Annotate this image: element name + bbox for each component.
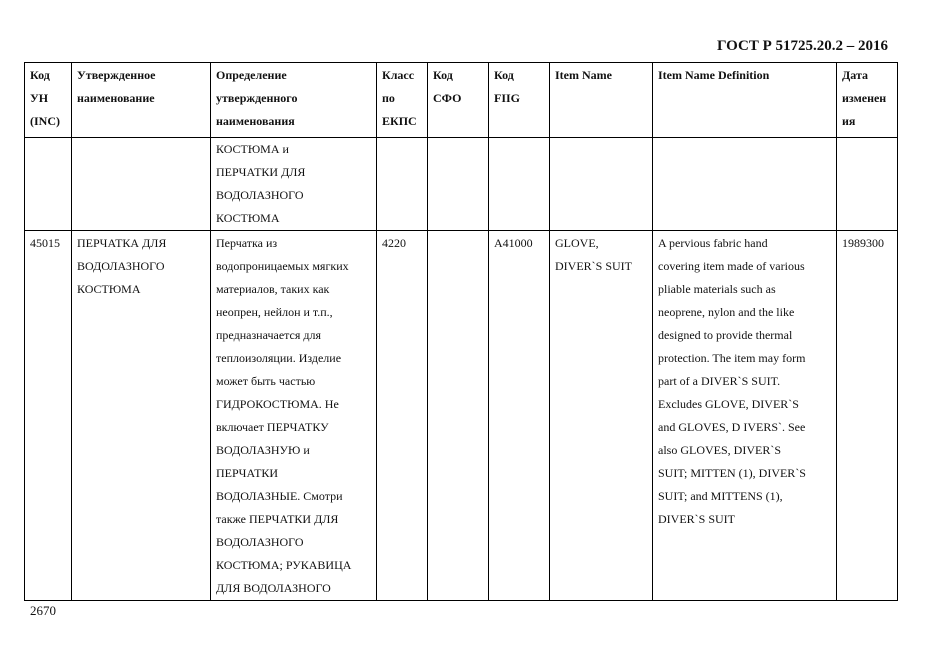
text-line: protection. The item may form (658, 351, 806, 365)
text-line: КОСТЮМА и (216, 142, 289, 156)
text-line: DIVER`S SUIT (658, 512, 735, 526)
text-line: изменен (842, 91, 887, 105)
cont-date (837, 138, 898, 231)
text-line: ВОДОЛАЗНЫЕ. Смотри (216, 489, 343, 503)
cont-inc (25, 138, 72, 231)
cell-class: 4220 (377, 231, 428, 601)
text-line: (INC) (30, 114, 60, 128)
text-line: DIVER`S SUIT (555, 259, 632, 273)
text-line: covering item made of various (658, 259, 805, 273)
text-line: pliable materials such as (658, 282, 776, 296)
text-line: утвержденного (216, 91, 298, 105)
cell-inc: 45015 (25, 231, 72, 601)
text-line: ЕКПС (382, 114, 417, 128)
cell-fiig: A41000 (489, 231, 550, 601)
text-line: neoprene, nylon and the like (658, 305, 795, 319)
text-line: ВОДОЛАЗНОГО (77, 259, 165, 273)
col-header-item-name (550, 63, 653, 138)
page-number: 2670 (30, 603, 56, 618)
text-line: Excludes GLOVE, DIVER`S (658, 397, 799, 411)
text-line: and GLOVES, D IVERS`. See (658, 420, 806, 434)
text-line: по (382, 91, 395, 105)
col-header-date (837, 63, 898, 138)
text-line: включает ПЕРЧАТКУ (216, 420, 329, 434)
cont-item-def (653, 138, 837, 231)
cont-definition (211, 138, 377, 231)
cell-date: 1989300 (837, 231, 898, 601)
text-line: ДЛЯ ВОДОЛАЗНОГО (216, 581, 331, 595)
text-line: УН (30, 91, 49, 105)
col-header-inc (25, 63, 72, 138)
text-line: ВОДОЛАЗНОГО (216, 188, 304, 202)
catalog-table (24, 62, 898, 601)
text-line: Код (494, 68, 514, 82)
text-line: наименования (216, 114, 295, 128)
text-line: Item Name Definition (658, 68, 770, 82)
text-line: GLOVE, (555, 236, 599, 250)
text-line: КОСТЮМА (216, 211, 280, 225)
cont-fiig (489, 138, 550, 231)
text-line: также ПЕРЧАТКИ ДЛЯ (216, 512, 339, 526)
text-line: SUIT; MITTEN (1), DIVER`S (658, 466, 806, 480)
text-line: Утвержденное (77, 68, 156, 82)
text-line: Определение (216, 68, 287, 82)
cell-definition (211, 231, 377, 601)
text-line: Дата (842, 68, 868, 82)
cont-sfo (428, 138, 489, 231)
col-header-approved-name (72, 63, 211, 138)
text-line: ГИДРОКОСТЮМА. Не (216, 397, 339, 411)
cont-name (72, 138, 211, 231)
cell-item-def (653, 231, 837, 601)
text-line: ПЕРЧАТКИ ДЛЯ (216, 165, 306, 179)
text-line: водопроницаемых мягких (216, 259, 349, 273)
text-line: неопрен, нейлон и т.п., (216, 305, 333, 319)
text-line: предназначается для (216, 328, 321, 342)
text-line: теплоизоляции. Изделие (216, 351, 342, 365)
col-header-class (377, 63, 428, 138)
text-line: designed to provide thermal (658, 328, 793, 342)
cell-sfo (428, 231, 489, 601)
table-row (25, 231, 898, 601)
text-line: материалов, таких как (216, 282, 330, 296)
text-line: part of a DIVER`S SUIT. (658, 374, 781, 388)
text-line: может быть частью (216, 374, 316, 388)
text-line: ПЕРЧАТКИ (216, 466, 279, 480)
text-line: КОСТЮМА (77, 282, 141, 296)
text-line: Перчатка из (216, 236, 278, 250)
cell-item-name (550, 231, 653, 601)
table-header-row (25, 63, 898, 138)
text-line: ПЕРЧАТКА ДЛЯ (77, 236, 167, 250)
text-line: Класс (382, 68, 415, 82)
text-line: Код (30, 68, 50, 82)
standard-designation: ГОСТ Р 51725.20.2 – 2016 (716, 38, 888, 54)
text-line: КОСТЮМА; РУКАВИЦА (216, 558, 352, 572)
text-line: also GLOVES, DIVER`S (658, 443, 781, 457)
col-header-fiig (489, 63, 550, 138)
text-line: наименование (77, 91, 155, 105)
continuation-row (25, 138, 898, 231)
text-line: SUIT; and MITTENS (1), (658, 489, 783, 503)
cont-class (377, 138, 428, 231)
text-line: Item Name (555, 68, 612, 82)
text-line: ия (842, 114, 856, 128)
cont-item-name (550, 138, 653, 231)
text-line: ВОДОЛАЗНУЮ и (216, 443, 310, 457)
text-line: Код (433, 68, 453, 82)
text-line: ВОДОЛАЗНОГО (216, 535, 304, 549)
col-header-item-def (653, 63, 837, 138)
text-line: FIIG (494, 91, 521, 105)
cell-approved-name (72, 231, 211, 601)
text-line: A pervious fabric hand (658, 236, 768, 250)
col-header-definition (211, 63, 377, 138)
text-line: СФО (433, 91, 462, 105)
col-header-sfo (428, 63, 489, 138)
